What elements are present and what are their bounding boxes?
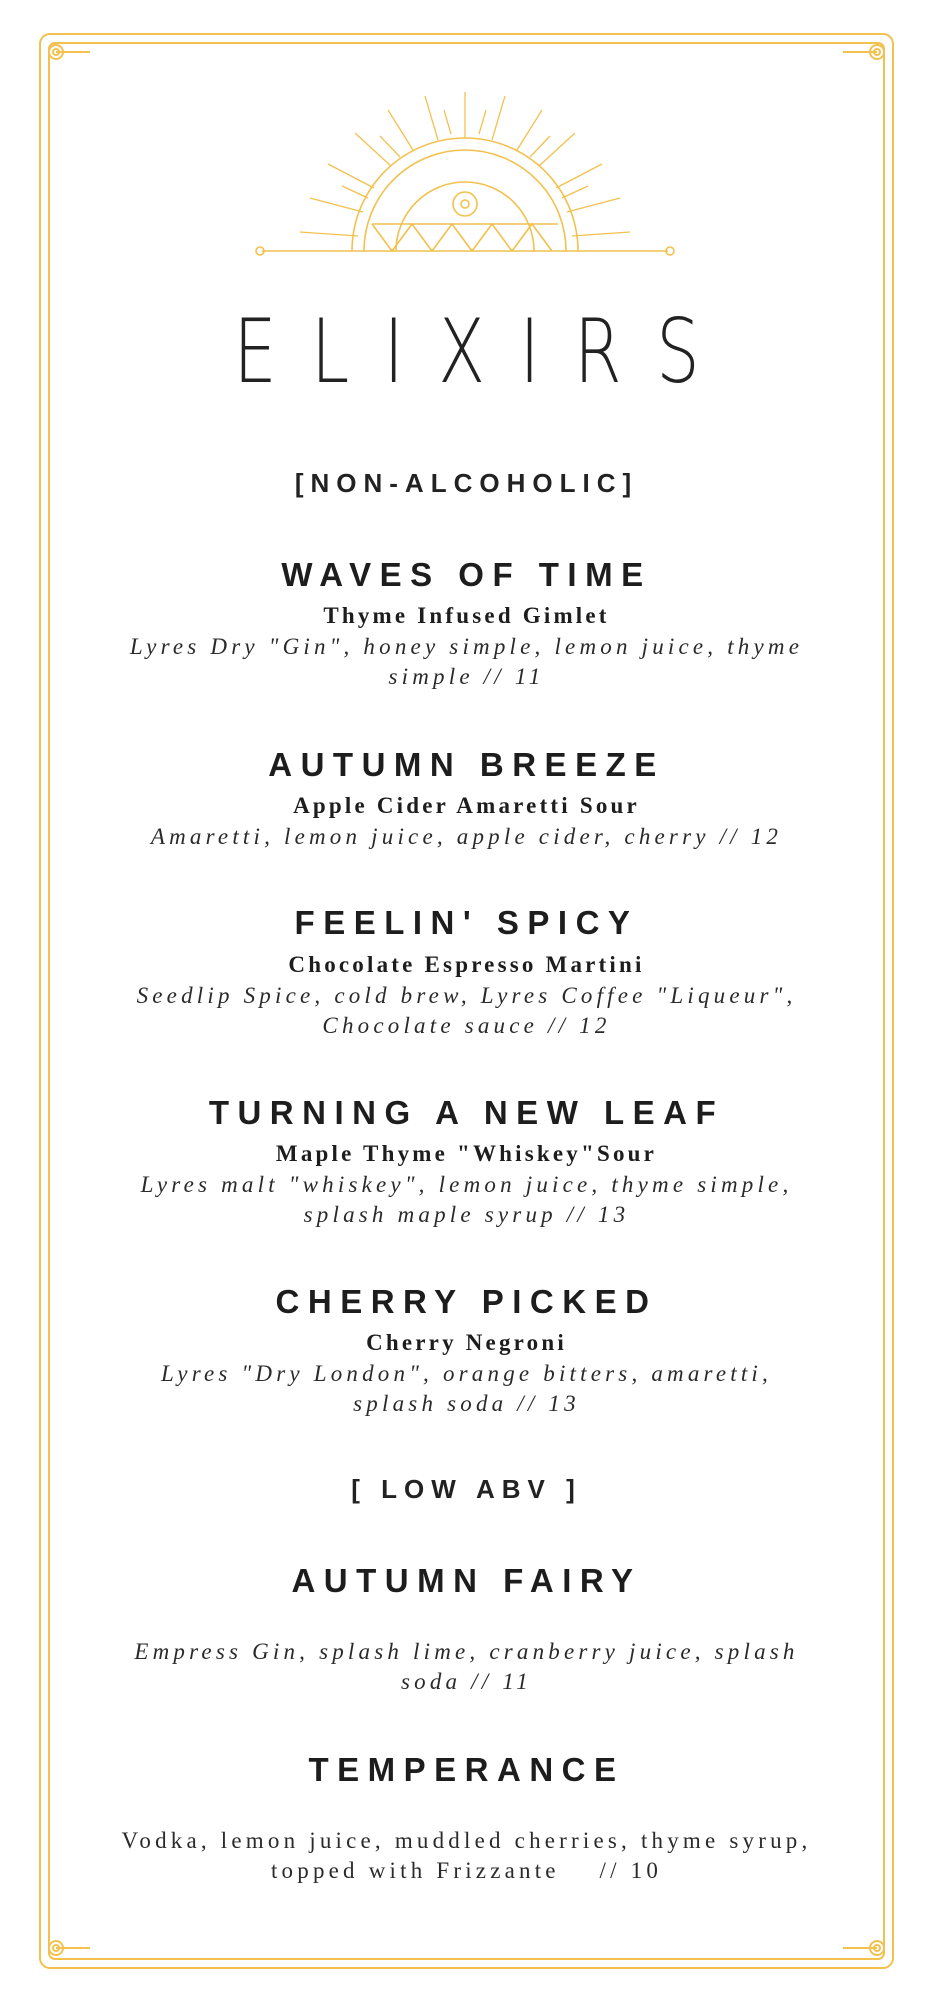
- drink-subtitle: Apple Cider Amaretti Sour: [293, 793, 640, 818]
- drink-description-line: Seedlip Spice, cold brew, Lyres Coffee "Liqueur",: [136, 983, 797, 1008]
- drink-name: WAVES OF TIME: [281, 556, 652, 593]
- drink-description-line: Vodka, lemon juice, muddled cherries, thyme syrup,: [121, 1828, 812, 1853]
- drink-name: AUTUMN FAIRY: [291, 1562, 642, 1599]
- drink-name: FEELIN' SPICY: [294, 904, 639, 941]
- drink-description-line: topped with Frizzante // 10: [270, 1858, 663, 1883]
- menu-title: ELIXIRS: [233, 300, 734, 403]
- drink-name: TURNING A NEW LEAF: [208, 1094, 725, 1131]
- drink-subtitle: Thyme Infused Gimlet: [323, 603, 610, 628]
- drink-description-line: soda // 11: [400, 1669, 533, 1694]
- drink-name: AUTUMN BREEZE: [268, 746, 665, 783]
- drink-description-line: Chocolate sauce // 12: [322, 1013, 611, 1038]
- drink-name: TEMPERANCE: [308, 1751, 625, 1788]
- drink-description-line: Amaretti, lemon juice, apple cider, cherry // 12: [150, 824, 783, 849]
- drink-description-line: simple // 11: [388, 664, 545, 689]
- drink-description-line: splash soda // 13: [353, 1391, 580, 1416]
- drink-name: CHERRY PICKED: [275, 1283, 658, 1320]
- drink-subtitle: Maple Thyme "Whiskey"Sour: [275, 1141, 658, 1166]
- drink-description-line: Empress Gin, splash lime, cranberry juice, splash: [134, 1639, 799, 1664]
- drink-description-line: Lyres Dry "Gin", honey simple, lemon juice, thyme: [129, 634, 804, 659]
- drink-description-line: splash maple syrup // 13: [303, 1202, 630, 1227]
- drink-description-line: Lyres "Dry London", orange bitters, amaretti,: [161, 1361, 772, 1386]
- drink-subtitle: Cherry Negroni: [366, 1330, 567, 1355]
- drink-description-line: Lyres malt "whiskey", lemon juice, thyme simple,: [140, 1172, 793, 1197]
- drink-subtitle: Chocolate Espresso Martini: [288, 952, 645, 977]
- section-heading-low-abv: [ LOW ABV ]: [351, 1474, 582, 1504]
- section-heading-non-alcoholic: [NON-ALCOHOLIC]: [294, 468, 639, 498]
